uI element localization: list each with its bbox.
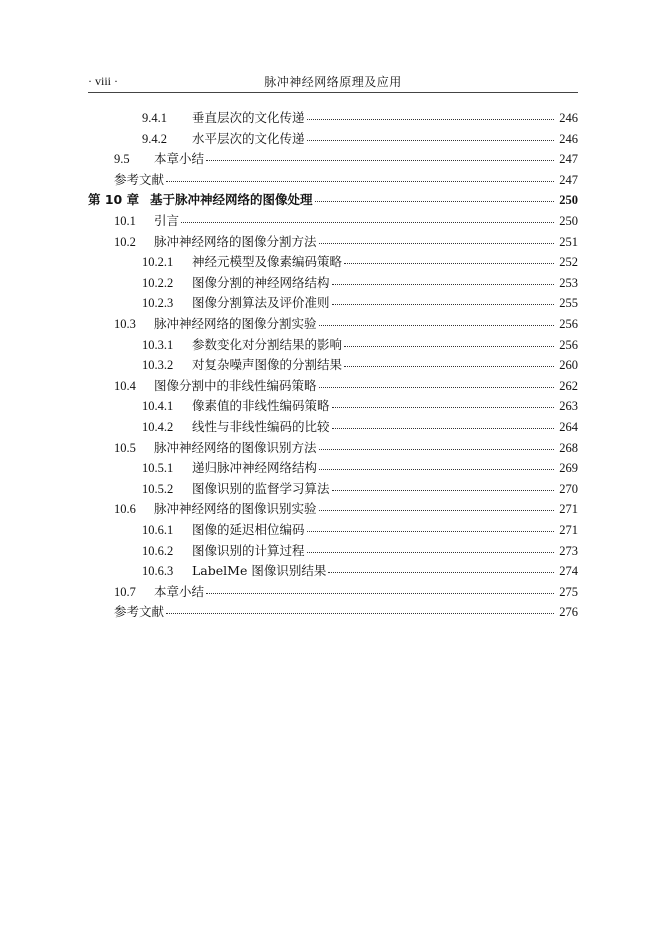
toc-entry-row (142, 479, 578, 499)
toc-entry-title: LabelMe 图像识别结果 (192, 563, 327, 579)
toc-entry-number: 10.1 (114, 214, 136, 228)
dot-leader (332, 304, 554, 305)
toc-entry-title: 垂直层次的文化传递 (192, 110, 305, 125)
toc-entry-page: 270 (559, 481, 578, 496)
toc-entry-row (142, 335, 578, 355)
toc-entry-page: 256 (559, 337, 578, 352)
toc-entry-row (114, 211, 578, 231)
toc-entry-row (142, 396, 578, 416)
toc-entry-page: 268 (559, 440, 578, 455)
toc-entry-number: 9.4.1 (142, 111, 167, 125)
toc-entry-title: 本章小结 (154, 151, 205, 167)
dot-leader (344, 366, 554, 367)
toc-entry-title: 对复杂噪声图像的分割结果 (192, 357, 343, 373)
dot-leader (319, 469, 554, 470)
toc-entry-number: 10.2 (114, 234, 136, 249)
dot-leader (166, 613, 554, 614)
toc-entry-title: 图像分割的神经网络结构 (192, 274, 330, 290)
toc-entry-title: 引言 (154, 213, 180, 228)
toc-entry-page: 269 (559, 461, 578, 476)
toc-entry-row (142, 458, 578, 478)
toc-entry-number: 10.5.2 (142, 481, 174, 496)
toc-entry-number: 10.2.1 (142, 255, 174, 270)
dot-leader (332, 407, 554, 408)
dot-leader (315, 201, 554, 202)
dot-leader (328, 572, 554, 573)
toc-entry-page: 262 (559, 378, 578, 393)
toc-entry-title: 图像识别的监督学习算法 (192, 480, 330, 496)
dot-leader (332, 428, 554, 429)
toc-entry-page: 273 (559, 543, 578, 558)
toc-entry-row (142, 561, 578, 581)
toc-entry-number: 10.6.1 (142, 523, 174, 537)
toc-entry-page: 263 (559, 399, 578, 414)
dot-leader (307, 552, 554, 553)
toc-entry-number: 第 10 章 (88, 192, 140, 208)
toc-entry-title: 脉冲神经网络的图像分割方法 (154, 233, 317, 249)
toc-entry-number: 10.5 (114, 440, 136, 455)
toc-entry-page: 255 (559, 296, 578, 311)
dot-leader (344, 346, 554, 347)
toc-entry-number: 10.4 (114, 378, 136, 393)
toc-entry-row (114, 314, 578, 334)
toc-entry-title: 本章小结 (154, 583, 205, 599)
toc-entry-row (142, 129, 578, 149)
toc-entry-row (142, 108, 578, 128)
toc-entry-row (114, 582, 578, 602)
toc-entry-row (114, 376, 578, 396)
toc-entry-row (114, 602, 578, 622)
dot-leader (319, 387, 554, 388)
dot-leader (206, 160, 554, 161)
dot-leader (307, 531, 554, 532)
toc-entry-number: 10.4.2 (142, 420, 174, 434)
toc-entry-number: 10.4.1 (142, 399, 174, 414)
toc-entry-number: 10.3.2 (142, 358, 174, 373)
toc-entry-title: 递归脉冲神经网络结构 (192, 460, 318, 476)
toc-entry-row (114, 232, 578, 252)
toc-entry-number: 9.4.2 (142, 131, 167, 146)
toc-entry-title: 图像的延迟相位编码 (192, 522, 305, 537)
toc-entry-title: 水平层次的文化传递 (192, 130, 305, 146)
toc-entry-row (114, 499, 578, 519)
toc-entry-row (142, 293, 578, 313)
dot-leader (181, 222, 554, 223)
dot-leader (332, 490, 554, 491)
toc-entry-page: 256 (559, 317, 578, 331)
toc-entry-title: 脉冲神经网络的图像分割实验 (154, 316, 317, 331)
toc-entry-page: 246 (559, 131, 578, 146)
dot-leader (319, 510, 554, 511)
dot-leader (319, 325, 554, 326)
toc-entry-row (114, 438, 578, 458)
toc-entry-row (142, 541, 578, 561)
toc-entry-title: 脉冲神经网络的图像识别实验 (154, 501, 317, 517)
toc-chapter-row (88, 190, 578, 210)
toc-entry-page: 246 (559, 111, 578, 125)
toc-entry-page: 271 (559, 523, 578, 537)
toc-entry-page: 275 (559, 584, 578, 599)
toc-entry-row (142, 252, 578, 272)
toc-entry-number: 10.2.2 (142, 275, 174, 290)
toc-entry-row (114, 170, 578, 190)
toc-entry-title: 图像分割中的非线性编码策略 (154, 377, 317, 393)
toc-entry-row (142, 520, 578, 540)
toc-entry-title: 参数变化对分割结果的影响 (192, 336, 343, 352)
toc-entry-page: 276 (559, 605, 578, 620)
toc-entry-row (142, 355, 578, 375)
dot-leader (307, 140, 554, 141)
toc-entry-page: 250 (559, 214, 578, 228)
toc-entry-title: 线性与非线性编码的比较 (192, 419, 330, 434)
toc-entry-number: 10.2.3 (142, 296, 174, 311)
header-book-title: 脉冲神经网络原理及应用 (264, 75, 402, 89)
toc-entry-row (142, 417, 578, 437)
toc-entry-number: 10.7 (114, 584, 136, 599)
toc-entry-number: 10.3.1 (142, 337, 174, 352)
toc-entry-title: 神经元模型及像素编码策略 (192, 254, 343, 270)
toc-entry-title: 参考文献 (114, 604, 165, 620)
toc-entry-page: 274 (559, 564, 578, 579)
toc-entry-number: 10.6.2 (142, 543, 174, 558)
toc-entry-row (114, 149, 578, 169)
toc-entry-row (142, 273, 578, 293)
dot-leader (344, 263, 554, 264)
toc-entry-page: 247 (559, 152, 578, 167)
running-header (88, 70, 578, 93)
dot-leader (166, 181, 554, 182)
toc-entry-page: 253 (559, 275, 578, 290)
toc-entry-page: 260 (559, 358, 578, 373)
dot-leader (332, 284, 554, 285)
toc-entry-number: 10.5.1 (142, 461, 174, 476)
dot-leader (206, 593, 554, 594)
toc-entry-number: 9.5 (114, 152, 130, 167)
toc-entry-title: 像素值的非线性编码策略 (192, 398, 330, 414)
toc-entry-page: 251 (559, 234, 578, 249)
toc-entry-number: 10.6.3 (142, 564, 174, 579)
toc-entry-title: 基于脉冲神经网络的图像处理 (150, 192, 313, 208)
toc-entry-page: 250 (559, 193, 578, 208)
header-page-number: · viii · (88, 74, 118, 88)
dot-leader (307, 119, 554, 120)
toc-entry-title: 图像识别的计算过程 (192, 542, 305, 558)
dot-leader (319, 449, 554, 450)
toc-entry-page: 271 (559, 502, 578, 517)
toc-entry-title: 脉冲神经网络的图像识别方法 (154, 439, 317, 455)
toc-entry-number: 10.6 (114, 502, 136, 517)
toc-entry-page: 264 (559, 420, 578, 434)
toc-entry-title: 图像分割算法及评价准则 (192, 295, 330, 311)
toc-entry-page: 252 (559, 255, 578, 270)
toc-entry-title: 参考文献 (114, 171, 165, 187)
toc-entry-page: 247 (559, 172, 578, 187)
dot-leader (319, 243, 554, 244)
toc-entry-number: 10.3 (114, 317, 136, 331)
